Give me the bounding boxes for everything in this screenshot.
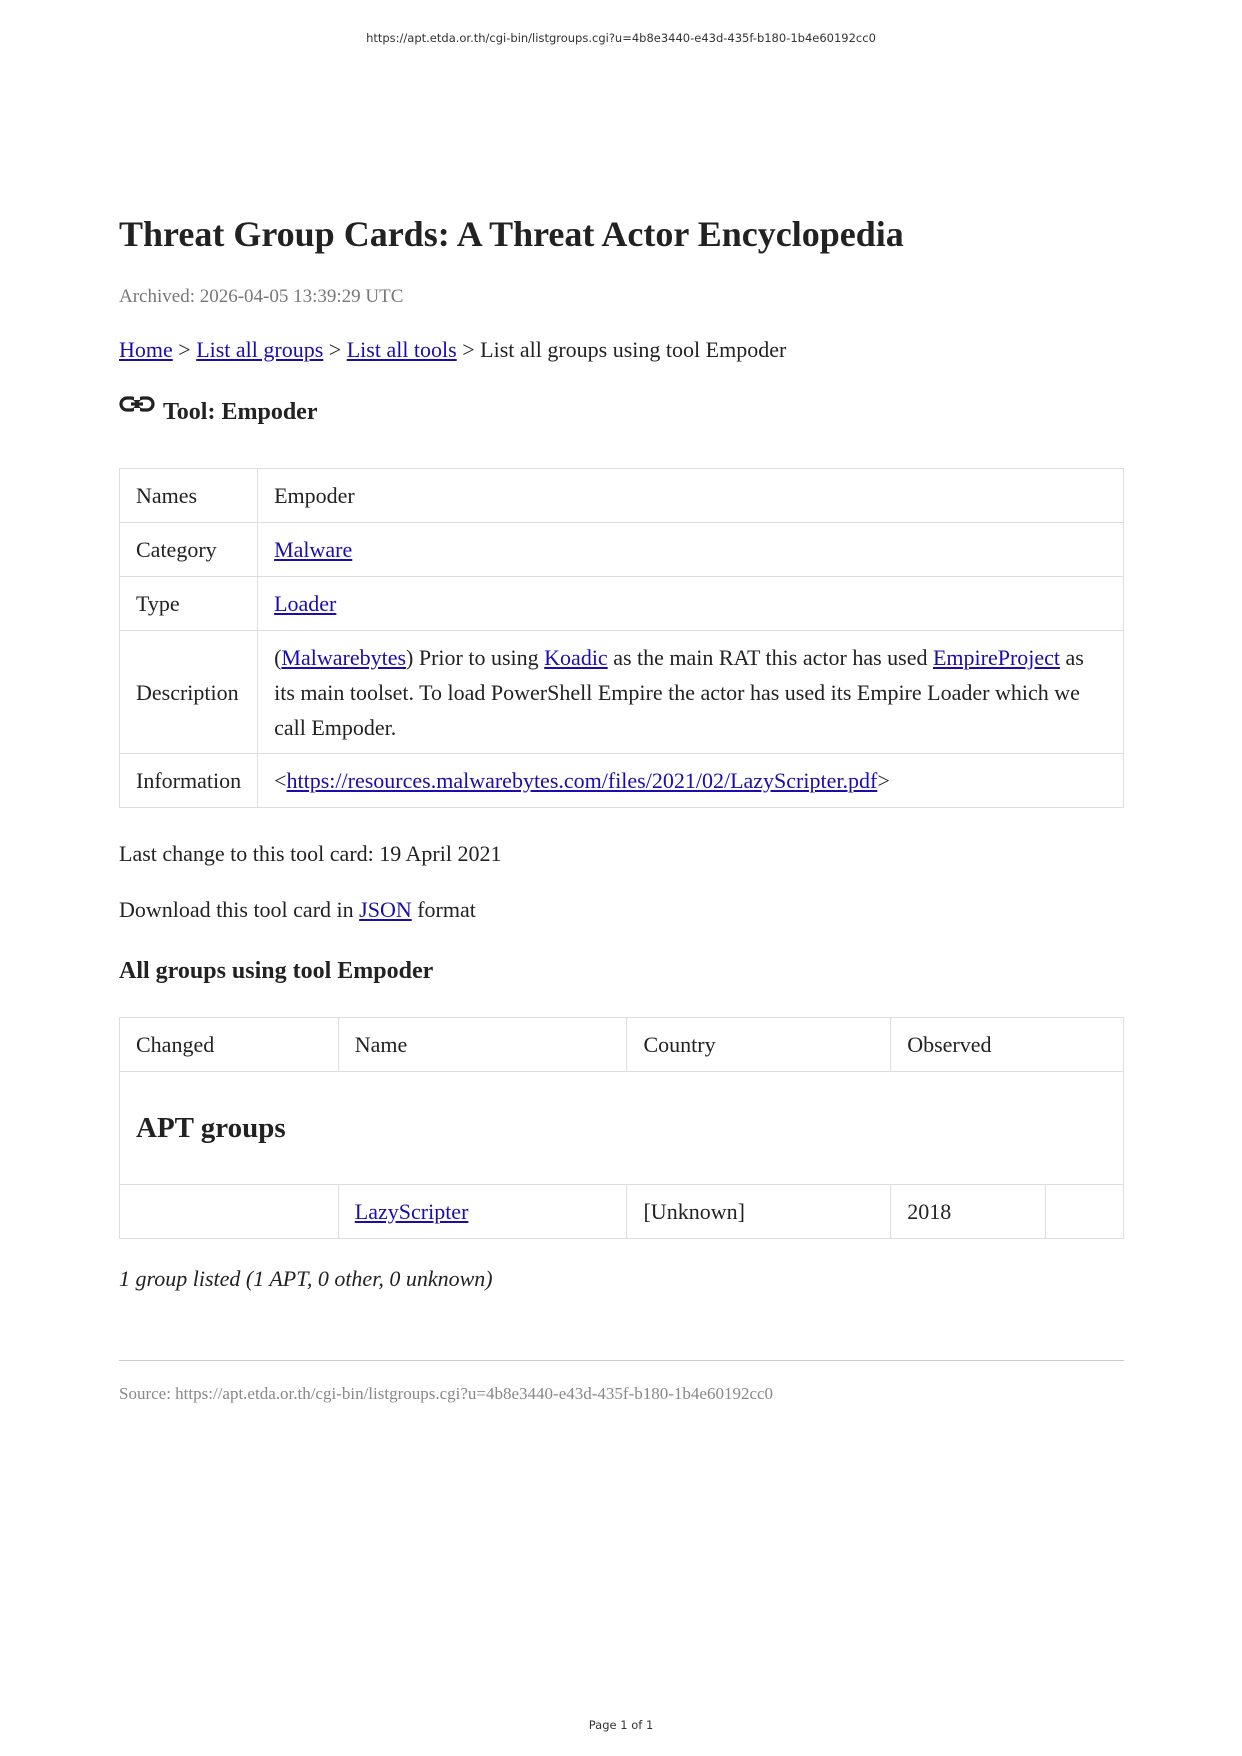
link-icon xyxy=(119,393,155,417)
archived-timestamp: Archived: 2026-04-05 13:39:29 UTC xyxy=(119,286,404,307)
cell-changed xyxy=(120,1185,339,1239)
tool-heading xyxy=(119,399,317,426)
table-row xyxy=(120,754,1124,808)
group-lazyscripter-link[interactable]: LazyScripter xyxy=(354,1198,469,1224)
names-label: Names xyxy=(120,469,258,523)
category-label: Category xyxy=(120,523,258,577)
type-label: Type xyxy=(120,577,258,631)
information-bracket: > xyxy=(877,767,890,793)
table-header-row xyxy=(120,1018,1124,1072)
header-changed: Changed xyxy=(120,1018,339,1072)
information-label: Information xyxy=(120,754,258,808)
information-link[interactable]: https://resources.malwarebytes.com/files/2021/02/LazyScripter.pdf xyxy=(286,767,878,793)
divider xyxy=(119,1360,1124,1361)
download-suffix: format xyxy=(411,897,476,922)
malwarebytes-source-link[interactable]: Malwarebytes xyxy=(281,644,407,670)
description-text: as the main RAT this actor has used xyxy=(607,644,933,670)
breadcrumb-list-groups-link[interactable]: List all groups xyxy=(196,337,324,362)
download-prefix: Download this tool card in xyxy=(119,897,360,922)
breadcrumb-list-tools-link[interactable]: List all tools xyxy=(346,337,457,362)
section-title-apt-groups: APT groups xyxy=(120,1072,1124,1185)
empireproject-link[interactable]: EmpireProject xyxy=(932,644,1061,670)
tool-info-table xyxy=(119,468,1124,808)
breadcrumb-separator: > xyxy=(328,337,342,362)
category-malware-link[interactable]: Malware xyxy=(274,536,353,562)
description-text: ) Prior to using xyxy=(406,644,545,670)
page-number: Page 1 of 1 xyxy=(588,1718,654,1732)
description-text: as its main toolset. To load PowerShell Empire the actor has used its Empire Loader which we call Empoder. xyxy=(274,644,1084,740)
header-country: Country xyxy=(627,1018,891,1072)
breadcrumb-separator: > xyxy=(462,337,475,362)
table-row xyxy=(120,469,1124,523)
description-label: Description xyxy=(120,631,258,754)
download-line xyxy=(119,897,476,923)
cell-name xyxy=(338,1185,627,1239)
groups-heading: All groups using tool Empoder xyxy=(119,958,434,984)
breadcrumb-home-link[interactable]: Home xyxy=(119,337,173,362)
table-row xyxy=(120,523,1124,577)
table-row xyxy=(120,631,1124,754)
source-line: Source: https://apt.etda.or.th/cgi-bin/listgroups.cgi?u=4b8e3440-e43d-435f-b180-1b4e60192cc0 xyxy=(119,1384,774,1403)
cell-country: [Unknown] xyxy=(627,1185,891,1239)
description-cell xyxy=(258,631,1124,754)
header-observed: Observed xyxy=(891,1018,1124,1072)
information-cell xyxy=(258,754,1124,808)
names-value: Empoder xyxy=(258,469,1124,523)
json-download-link[interactable]: JSON xyxy=(359,897,412,922)
category-cell xyxy=(258,523,1124,577)
groups-summary: 1 group listed (1 APT, 0 other, 0 unknown) xyxy=(119,1266,493,1291)
print-header-url: https://apt.etda.or.th/cgi-bin/listgroups.cgi?u=4b8e3440-e43d-435f-b180-1b4e60192cc0 xyxy=(366,31,876,45)
groups-table xyxy=(119,1017,1124,1239)
information-bracket: < xyxy=(274,767,287,793)
type-loader-link[interactable]: Loader xyxy=(274,590,337,616)
breadcrumb xyxy=(119,337,786,363)
cell-extra xyxy=(1046,1185,1124,1239)
section-row xyxy=(120,1072,1124,1185)
table-row xyxy=(120,1185,1124,1239)
header-name: Name xyxy=(338,1018,627,1072)
description-open-paren: ( xyxy=(274,644,282,670)
page-title: Threat Group Cards: A Threat Actor Encyclopedia xyxy=(119,214,904,254)
type-cell xyxy=(258,577,1124,631)
cell-observed: 2018 xyxy=(891,1185,1046,1239)
breadcrumb-separator: > xyxy=(178,337,191,362)
last-change-text: Last change to this tool card: 19 April 2021 xyxy=(119,841,502,866)
breadcrumb-current: List all groups using tool Empoder xyxy=(480,337,787,362)
koadic-link[interactable]: Koadic xyxy=(544,644,608,670)
tool-heading-text: Tool: Empoder xyxy=(163,399,318,425)
table-row xyxy=(120,577,1124,631)
